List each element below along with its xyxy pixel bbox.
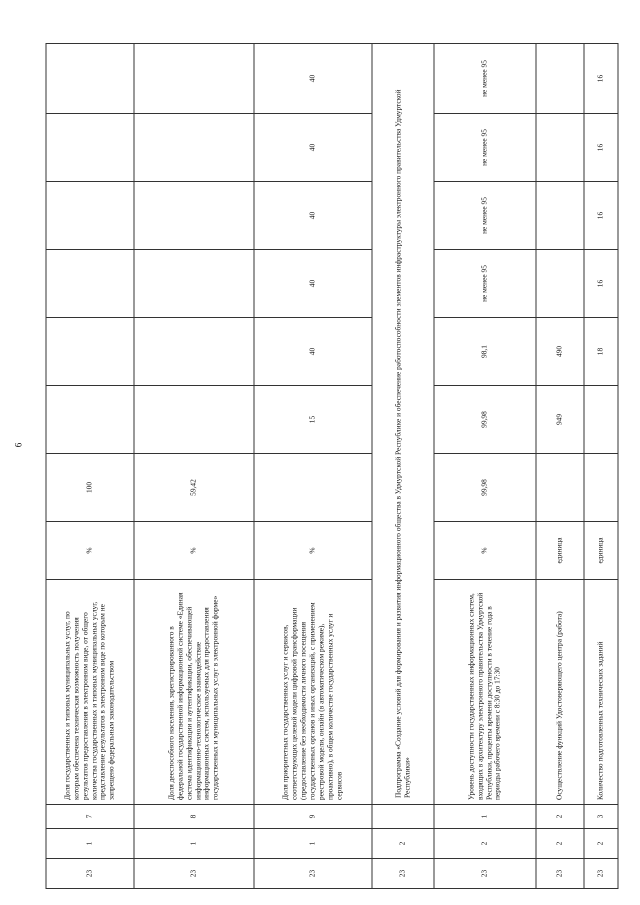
unit-cell: единица — [536, 522, 584, 580]
value-cell — [536, 454, 584, 522]
value-cell — [536, 250, 584, 318]
code-cell — [372, 805, 434, 829]
code-cell: 7 — [46, 805, 134, 829]
value-cell: 98,1 — [434, 318, 536, 386]
value-cell: 100 — [46, 454, 134, 522]
unit-cell: единица — [584, 522, 618, 580]
table-row — [46, 44, 134, 889]
value-cell — [536, 182, 584, 250]
unit-cell: % — [434, 522, 536, 580]
table-row — [134, 44, 254, 889]
value-cell — [46, 114, 134, 182]
value-cell: 40 — [254, 318, 372, 386]
code-cell: 2 — [536, 805, 584, 829]
table-row — [434, 44, 536, 889]
indicator-name: Осуществление функций Удостоверяющего центра (работа) — [536, 580, 584, 805]
section-row — [372, 44, 434, 889]
value-cell — [134, 114, 254, 182]
code-cell: 2 — [434, 829, 536, 859]
rotated-table-sheet — [46, 43, 619, 889]
indicator-name: Количество подготовленных технических заданий — [584, 580, 618, 805]
value-cell: 15 — [254, 386, 372, 454]
value-cell: 16 — [584, 250, 618, 318]
value-cell — [134, 250, 254, 318]
unit-cell: % — [46, 522, 134, 580]
value-cell — [134, 44, 254, 114]
value-cell — [254, 454, 372, 522]
value-cell — [584, 386, 618, 454]
value-cell: не менее 95 — [434, 182, 536, 250]
indicator-name: Доля государственных и типовых муниципальных услуг, по которым обеспечена техническая возможность получения результатов предоставления в электронном виде, от общего количества государственных и типовых муниципальных услуг, представление результатов в электронном виде по которым не запрещено федеральным законодательством — [46, 580, 134, 805]
value-cell — [46, 44, 134, 114]
code-cell: 23 — [434, 859, 536, 889]
code-cell: 2 — [584, 829, 618, 859]
value-cell — [46, 182, 134, 250]
table-row — [254, 44, 372, 889]
value-cell — [134, 386, 254, 454]
page-number: 6 — [13, 442, 24, 448]
code-cell: 23 — [372, 859, 434, 889]
value-cell: не менее 95 — [434, 114, 536, 182]
value-cell: не менее 95 — [434, 44, 536, 114]
code-cell: 23 — [134, 859, 254, 889]
code-cell: 2 — [372, 829, 434, 859]
value-cell: 40 — [254, 114, 372, 182]
value-cell: 16 — [584, 182, 618, 250]
value-cell: 40 — [254, 250, 372, 318]
code-cell: 23 — [584, 859, 618, 889]
code-cell: 23 — [254, 859, 372, 889]
indicators-table — [46, 43, 619, 889]
value-cell: 40 — [254, 44, 372, 114]
code-cell: 8 — [134, 805, 254, 829]
value-cell: 16 — [584, 44, 618, 114]
value-cell — [46, 386, 134, 454]
value-cell: 40 — [254, 182, 372, 250]
table-row — [536, 44, 584, 889]
value-cell: 16 — [584, 114, 618, 182]
value-cell — [584, 454, 618, 522]
code-cell: 9 — [254, 805, 372, 829]
unit-cell: % — [254, 522, 372, 580]
code-cell: 1 — [254, 829, 372, 859]
code-cell: 23 — [46, 859, 134, 889]
code-cell: 2 — [536, 829, 584, 859]
value-cell — [134, 318, 254, 386]
indicator-name: Уровень доступности государственных информационных систем, входящих в архитектуру электронного правительства Удмуртской Республики, проценты времени доступности в течение года в периоды рабочего времени с 8:30 до 17:30 — [434, 580, 536, 805]
code-cell: 1 — [46, 829, 134, 859]
value-cell: 949 — [536, 386, 584, 454]
indicator-name: Доля приоритетных государственных услуг и сервисов, соответствующих целевой модели цифровой трансформации (предоставление без необходимости личного посещения государственных органов и иных организаций, с применением реестровой модели, онлайн (в автоматическом режиме), проактивно), в общем количестве государственных услуг и сервисов — [254, 580, 372, 805]
value-cell — [46, 250, 134, 318]
table-row — [584, 44, 618, 889]
value-cell: 18 — [584, 318, 618, 386]
value-cell — [46, 318, 134, 386]
value-cell: 99,98 — [434, 454, 536, 522]
indicator-name: Доля дееспособного населения, зарегистрированного в федеральной государственной информационной системе «Единая система идентификации и аутентификации, обеспечивающей информационно-технологическое взаимодействие информационных систем, используемых для предоставления государственных и муниципальных услуг в электронной форме» — [134, 580, 254, 805]
value-cell: 59,42 — [134, 454, 254, 522]
code-cell: 23 — [536, 859, 584, 889]
unit-cell: % — [134, 522, 254, 580]
value-cell — [536, 44, 584, 114]
value-cell: не менее 95 — [434, 250, 536, 318]
subprogram-title: Подпрограмма «Создание условий для формирования и развития информационного общества в Удмуртской Республике и обеспечение работоспособности элементов инфраструктуры электронного правительства Удмуртской Республики» — [372, 44, 434, 805]
code-cell: 1 — [134, 829, 254, 859]
value-cell: 490 — [536, 318, 584, 386]
code-cell: 1 — [434, 805, 536, 829]
code-cell: 3 — [584, 805, 618, 829]
value-cell — [134, 182, 254, 250]
value-cell — [536, 114, 584, 182]
value-cell: 99,98 — [434, 386, 536, 454]
